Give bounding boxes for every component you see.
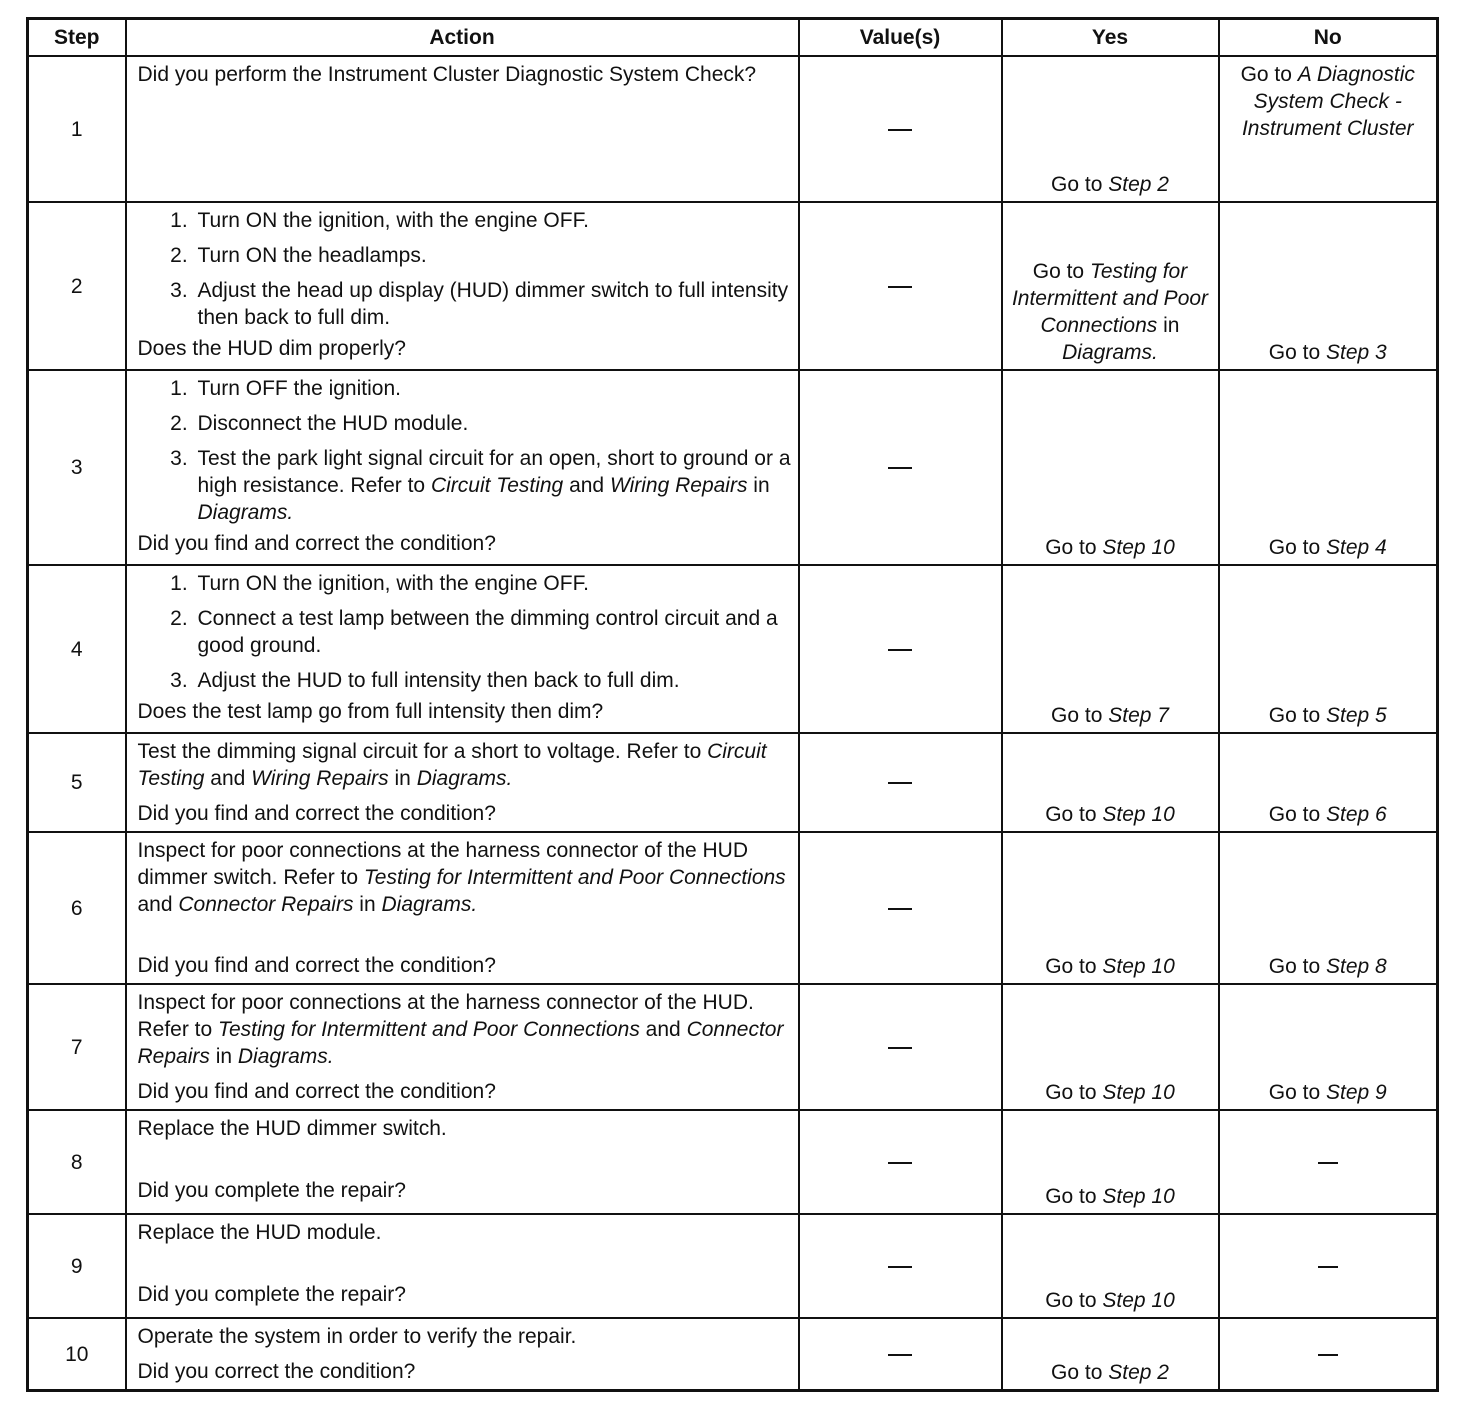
ref-link[interactable]: Diagrams. (237, 1045, 334, 1068)
table-row (28, 202, 1438, 370)
yes-cell (1002, 56, 1219, 202)
action-cell (126, 984, 799, 1110)
value-cell (799, 202, 1002, 370)
header-no: No (1219, 19, 1438, 57)
no-dash (1318, 1354, 1338, 1356)
yes-cell (1002, 1214, 1219, 1318)
list-item: 3. Adjust the head up display (HUD) dimmer switch to full intensity then back to full dim. (194, 277, 792, 331)
list-item: 3. Adjust the HUD to full intensity then back to full dim. (194, 667, 792, 694)
yes-link[interactable]: Step 7 (1108, 704, 1169, 727)
value-cell (799, 984, 1002, 1110)
value-cell (799, 56, 1002, 202)
value-dash (888, 1266, 912, 1268)
yes-link[interactable]: Step 2 (1108, 173, 1169, 196)
yes-link-diagrams[interactable]: Diagrams. (1062, 341, 1158, 364)
step-number: 1 (28, 56, 126, 202)
action-question: Does the HUD dim properly? (137, 337, 406, 360)
yes-cell (1002, 370, 1219, 565)
value-dash (888, 908, 912, 910)
no-cell (1219, 370, 1438, 565)
value-dash (888, 649, 912, 651)
value-dash (888, 286, 912, 288)
action-cell (126, 1110, 799, 1214)
yes-cell (1002, 832, 1219, 984)
yes-link[interactable]: Testing for Intermittent and Poor Connections (1011, 260, 1209, 337)
no-prefix: Go to (1268, 341, 1326, 364)
no-link[interactable]: A Diagnostic System Check - Instrument Cluster (1241, 63, 1415, 140)
action-cell (126, 1214, 799, 1318)
yes-prefix: Go to (1045, 803, 1103, 826)
ref-link[interactable]: Circuit Testing (137, 740, 767, 790)
no-prefix: Go to (1268, 955, 1326, 978)
yes-link[interactable]: Step 10 (1102, 536, 1175, 559)
para-text: Inspect for poor connections at the harness connector of the HUD. Refer to (137, 991, 754, 1041)
no-cell (1219, 56, 1438, 202)
header-row (28, 19, 1438, 57)
yes-prefix: Go to (1045, 1185, 1103, 1208)
diagnostic-table (26, 17, 1439, 1392)
table-row (28, 733, 1438, 832)
table-row (28, 1110, 1438, 1214)
yes-link[interactable]: Step 10 (1102, 955, 1175, 978)
no-cell (1219, 1318, 1438, 1391)
step-number: 3 (28, 370, 126, 565)
action-text: Replace the HUD module. (137, 1221, 382, 1244)
yes-prefix: Go to (1051, 704, 1109, 727)
ref-link[interactable]: Connector Repairs (137, 1018, 784, 1068)
yes-cell (1002, 202, 1219, 370)
para-text: Test the dimming signal circuit for a short to voltage. Refer to (137, 740, 708, 763)
value-cell (799, 733, 1002, 832)
value-dash (888, 782, 912, 784)
no-cell (1219, 1214, 1438, 1318)
action-question: Did you find and correct the condition? (137, 532, 496, 555)
yes-cell (1002, 1110, 1219, 1214)
action-question: Did you find and correct the condition? (137, 954, 496, 977)
no-cell (1219, 984, 1438, 1110)
list-item: 2. Connect a test lamp between the dimming control circuit and a good ground. (194, 605, 792, 659)
action-text: Did you perform the Instrument Cluster Diagnostic System Check? (137, 63, 757, 86)
para-text: and (639, 1018, 687, 1041)
header-action: Action (126, 19, 799, 57)
no-cell (1219, 202, 1438, 370)
step-number: 8 (28, 1110, 126, 1214)
action-cell (126, 370, 799, 565)
ref-link[interactable]: Testing for Intermittent and Poor Connections (363, 866, 786, 889)
para-text: and (204, 767, 252, 790)
action-question: Did you complete the repair? (137, 1179, 406, 1202)
no-cell (1219, 832, 1438, 984)
value-cell (799, 565, 1002, 733)
action-cell (126, 1318, 799, 1391)
yes-prefix: Go to (1045, 955, 1103, 978)
step-number: 4 (28, 565, 126, 733)
step-number: 7 (28, 984, 126, 1110)
yes-cell (1002, 565, 1219, 733)
ref-link[interactable]: Connector Repairs (178, 893, 354, 916)
no-prefix: Go to (1268, 803, 1326, 826)
action-text (138, 738, 792, 792)
action-cell (126, 832, 799, 984)
yes-cell (1002, 984, 1219, 1110)
ref-link[interactable]: Diagrams. (416, 767, 513, 790)
header-yes: Yes (1002, 19, 1219, 57)
step-number: 2 (28, 202, 126, 370)
para-text: in (388, 767, 417, 790)
value-cell (799, 1214, 1002, 1318)
no-prefix: Go to (1240, 63, 1298, 86)
no-prefix: Go to (1268, 536, 1326, 559)
action-list (138, 207, 792, 331)
value-dash (888, 1162, 912, 1164)
value-dash (888, 1047, 912, 1049)
para-text: Inspect for poor connections at the harness connector of the HUD dimmer switch. Refer to (137, 839, 749, 889)
action-cell (126, 733, 799, 832)
yes-link[interactable]: Step 2 (1108, 1361, 1169, 1384)
value-cell (799, 832, 1002, 984)
para-text: in (209, 1045, 238, 1068)
action-text: Replace the HUD dimmer switch. (137, 1117, 447, 1140)
yes-prefix: Go to (1051, 173, 1109, 196)
no-cell (1219, 1110, 1438, 1214)
yes-link[interactable]: Step 10 (1102, 1185, 1175, 1208)
no-link[interactable]: Step 5 (1325, 704, 1387, 727)
yes-mid: in (1157, 314, 1180, 337)
item-text: Test the park light signal circuit for an open, short to ground or a high resistance. Refer to (197, 447, 791, 497)
no-cell (1219, 733, 1438, 832)
action-list (138, 375, 792, 526)
action-list (138, 570, 792, 694)
action-text (138, 837, 792, 918)
no-link[interactable]: Step 9 (1325, 1081, 1387, 1104)
no-link[interactable]: Step 3 (1325, 341, 1387, 364)
list-item: 1. Turn ON the ignition, with the engine OFF. (194, 570, 792, 597)
step-number: 10 (28, 1318, 126, 1391)
yes-prefix: Go to (1045, 1081, 1103, 1104)
step-number: 9 (28, 1214, 126, 1318)
table-row (28, 832, 1438, 984)
no-dash (1318, 1266, 1338, 1268)
value-dash (888, 467, 912, 469)
ref-link[interactable]: Diagrams. (197, 501, 294, 524)
value-dash (888, 1354, 912, 1356)
ref-link[interactable]: Wiring Repairs (251, 767, 389, 790)
action-text: Operate the system in order to verify the repair. (137, 1325, 577, 1348)
no-dash (1318, 1162, 1338, 1164)
action-cell (126, 56, 799, 202)
header-values: Value(s) (799, 19, 1002, 57)
no-cell (1219, 565, 1438, 733)
no-prefix: Go to (1268, 1081, 1326, 1104)
yes-prefix: Go to (1032, 260, 1090, 283)
yes-prefix: Go to (1051, 1361, 1109, 1384)
value-cell (799, 1318, 1002, 1391)
yes-prefix: Go to (1045, 536, 1103, 559)
table-row (28, 984, 1438, 1110)
para-text: in (353, 893, 382, 916)
action-question: Did you correct the condition? (137, 1360, 416, 1383)
yes-cell (1002, 1318, 1219, 1391)
item-text: in (747, 474, 770, 497)
table-row (28, 565, 1438, 733)
list-item: 1. Turn OFF the ignition. (194, 375, 792, 402)
yes-cell (1002, 733, 1219, 832)
list-item (194, 445, 792, 526)
ref-link[interactable]: Circuit Testing (430, 474, 564, 497)
yes-link[interactable]: Step 10 (1102, 1289, 1175, 1312)
ref-link[interactable]: Testing for Intermittent and Poor Connections (218, 1018, 640, 1041)
step-number: 6 (28, 832, 126, 984)
table-row (28, 56, 1438, 202)
no-link[interactable]: Step 4 (1325, 536, 1387, 559)
table-row (28, 370, 1438, 565)
action-question: Does the test lamp go from full intensity then dim? (137, 700, 604, 723)
item-text: and (563, 474, 610, 497)
yes-link[interactable]: Step 10 (1102, 803, 1175, 826)
action-question: Did you complete the repair? (137, 1283, 406, 1306)
value-cell (799, 370, 1002, 565)
no-link[interactable]: Step 6 (1325, 803, 1387, 826)
action-question: Did you find and correct the condition? (137, 802, 496, 825)
list-item: 2. Disconnect the HUD module. (194, 410, 792, 437)
table-row (28, 1318, 1438, 1391)
value-cell (799, 1110, 1002, 1214)
step-number: 5 (28, 733, 126, 832)
no-link[interactable]: Step 8 (1325, 955, 1387, 978)
header-step: Step (28, 19, 126, 57)
action-cell (126, 565, 799, 733)
yes-prefix: Go to (1045, 1289, 1103, 1312)
value-dash (888, 129, 912, 131)
ref-link[interactable]: Diagrams. (381, 893, 478, 916)
list-item: 2. Turn ON the headlamps. (194, 242, 792, 269)
action-cell (126, 202, 799, 370)
list-item: 1. Turn ON the ignition, with the engine OFF. (194, 207, 792, 234)
table-row (28, 1214, 1438, 1318)
para-text: and (137, 893, 179, 916)
action-text (138, 989, 792, 1070)
yes-link[interactable]: Step 10 (1102, 1081, 1175, 1104)
action-question: Did you find and correct the condition? (137, 1080, 496, 1103)
ref-link[interactable]: Wiring Repairs (609, 474, 748, 497)
no-prefix: Go to (1268, 704, 1326, 727)
